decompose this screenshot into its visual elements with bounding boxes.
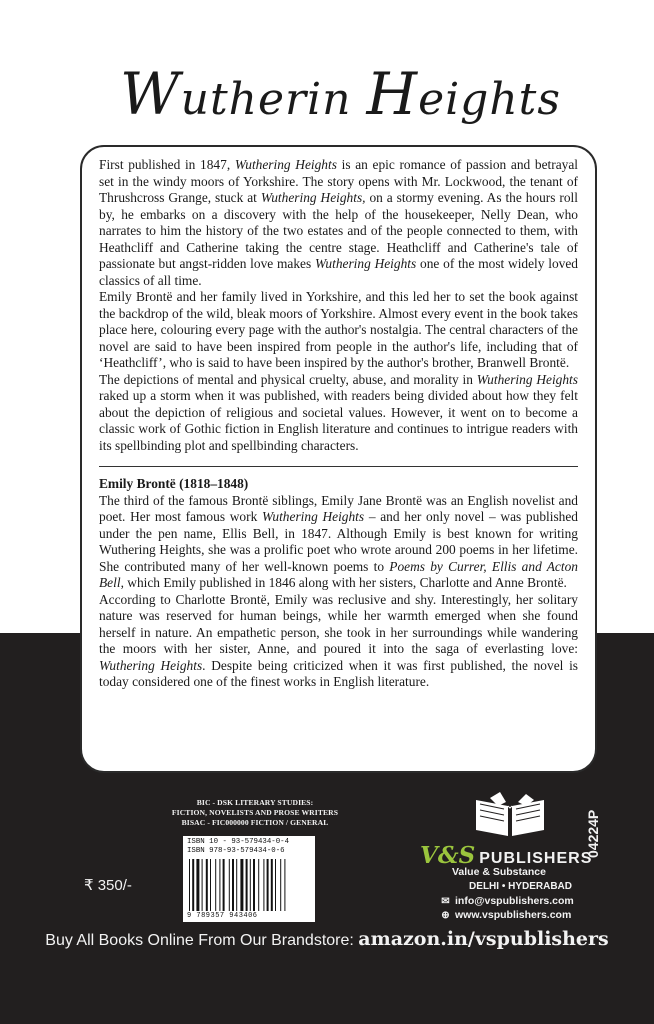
bic-classification [160,798,350,828]
bic-line-1: BIC - DSK LITERARY STUDIES: [196,798,314,807]
isbn-10: ISBN 10 - 93-579434-0-4 [187,838,290,846]
website-contact[interactable] [440,909,571,921]
synopsis-paragraph-2: Emily Brontë and her family lived in Yorkshire, and this led her to set the book against the backdrop of the wild, bleak moors of Yorkshire. Almost every event in the book takes place here, colouring every page with the author's nostalgia. The central characters of the novel are said to have been inspired from people in the author's life, including that of ‘Heathcliff’, who is said to have been inspired by the author's brother, Branwell Brontë. [99,289,578,370]
title-part-1: utherin [180,74,352,125]
author-paragraph-2: According to Charlotte Brontë, Emily was reclusive and shy. Interestingly, her solitary nature was reserved for human beings, while her warmth emerged when she found herself in nature. An empathetic person, she took in her surroundings while wandering the moors with her sister, Anne, and poured it into the saga of everlasting love: Wuthering Heights. Despite being criticized when it was first published, the novel is today considered one of the finest works in English literature. [99,591,579,689]
title-initial-h: H [366,60,419,128]
isbn-13: ISBN 978-93-579434-0-6 [187,847,285,855]
barcode-digits: 9 789357 943406 [187,912,258,920]
synopsis-paragraph-3: The depictions of mental and physical cruelty, abuse, and morality in Wuthering Heights raked up a storm when it was published, with readers being divided about how they felt about the depiction of religious and societal values. However, it went on to become a classic work of Gothic fiction in English literature and continues to intrigue readers with its spellbinding plot and spellbinding characters. [99,371,578,453]
publisher-tagline: Value & Substance [452,866,546,878]
title-initial-w: W [120,60,181,128]
author-paragraph-1: The third of the famous Brontë siblings, Emily Jane Brontë was an English novelist and poet. Her most famous work Wuthering Heights – and her only novel – was published under the pen name, Ellis Bell, in 1847. Although Emily is best known for writing Wuthering Heights, she was a prolific poet who wrote around 200 poems in her lifetime. She contributed many of her well-known poems to Poems by Currer, Ellis and Acton Bell, which Emily published in 1846 along with her sisters, Charlotte and Anne Brontë. [99,492,579,590]
blurb-card [80,145,597,773]
synopsis-paragraph-1: First published in 1847, Wuthering Heights is an epic romance of passion and betrayal set in the windy moors of Yorkshire. The story opens with Mr. Lockwood, the tenant of Thrushcross Grange, stuck at Wuthering Heights, on a stormy evening. As the hours roll by, he embarks on a discovery with the help of the housekeeper, Nelly Dean, who narrates to him the history of the two estates and of the people connected to them, with Heathcliff and Catherine taking the centre stage. Heathcliff and Catherine's tale of passionate but angst-ridden love makes Wuthering Heights one of the most widely loved classics of all time. [99,157,579,288]
email-text: info@vspublishers.com [455,895,574,907]
author-heading: Emily Brontë (1818–1848) [99,476,249,491]
bic-line-2: FICTION, NOVELISTS AND PROSE WRITERS [171,808,339,817]
publisher-brand: V&S [420,842,476,869]
isbn-barcode [183,836,315,922]
publisher-cities: DELHI • HYDERABAD [469,881,572,892]
envelope-icon: ✉ [441,896,450,907]
barcode-bars [187,859,307,911]
book-title [120,60,561,128]
publisher-word: PUBLISHERS [479,850,593,867]
bisac-line: BISAC - FIC000000 FICTION / GENERAL [181,818,329,827]
price-label: ₹ 350/- [84,877,132,894]
globe-icon: ⊕ [441,910,450,921]
email-contact[interactable] [440,895,574,907]
buy-online-text: Buy All Books Online From Our Brandstore: [45,932,359,949]
website-text: www.vspublishers.com [455,909,572,921]
section-divider [99,466,578,467]
catalog-code: 04224P [585,809,601,858]
publisher-logo-book-icon [470,790,550,845]
title-part-2: eights [418,74,561,125]
buy-online-banner [0,928,654,950]
publisher-logo [420,842,592,869]
brandstore-url[interactable]: amazon.in/vspublishers [358,928,609,950]
